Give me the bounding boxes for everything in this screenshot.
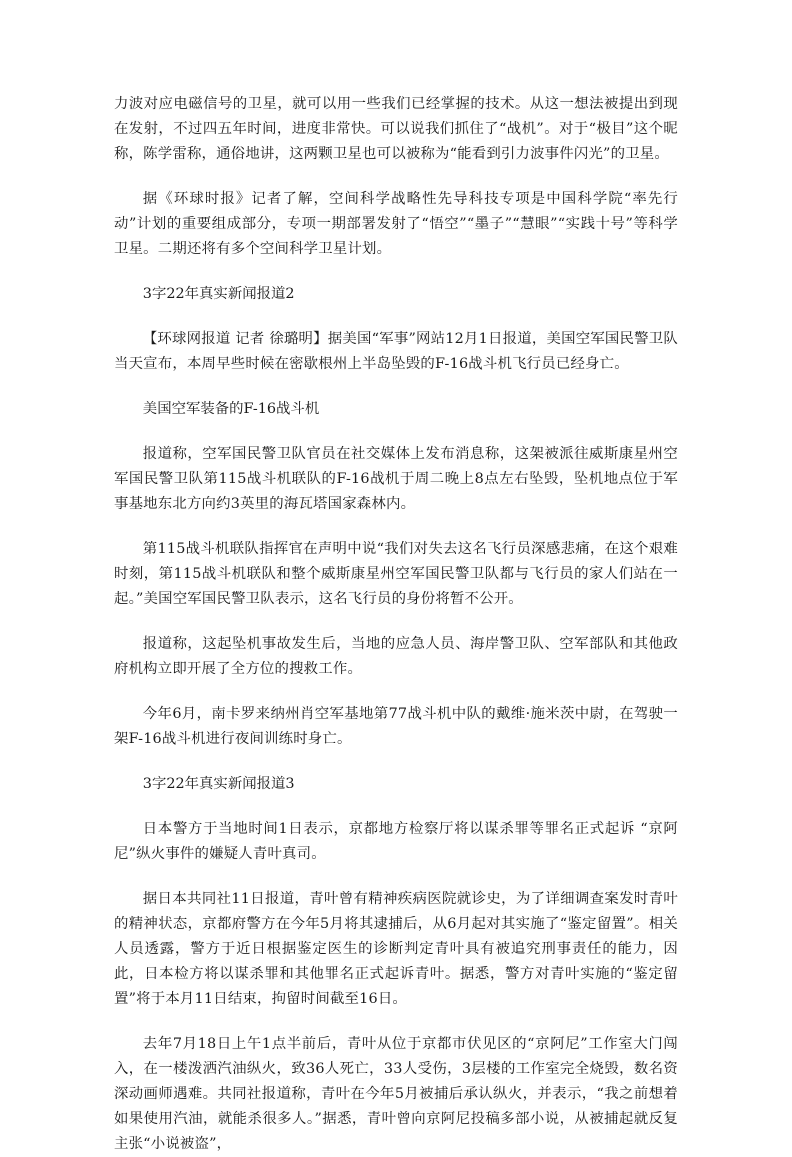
paragraph-1: 力波对应电磁信号的卫星，就可以用一些我们已经掌握的技术。从这一想法被提出到现在发射，不过四五年时间，进度非常快。可以说我们抓住了“战机”。对于“极目”这个昵称，陈学雷称，通俗地讲，这两颗卫星也可以被称为“能看到引力波事件闪光”的卫星。 [114,96,678,162]
paragraph-5: 第115战斗机联队指挥官在声明中说“我们对失去这名飞行员深感悲痛，在这个艰难时刻，第115战斗机联队和整个威斯康星州空军国民警卫队都与飞行员的家人们站在一起。”美国空军国民警卫队表示，这名飞行员的身份将暂不公开。 [114,541,678,607]
paragraph-10: 去年7月18日上午1点半前后，青叶从位于京都市伏见区的“京阿尼”工作室大门闯入，在一楼泼洒汽油纵火，致36人死亡，33人受伤，3层楼的工作室完全烧毁，数名资深动画师遇难。共同社报道称，青叶在今年5月被捕后承认纵火，并表示，“我之前想着如果使用汽油，就能杀很多人。”据悉，青叶曾向京阿尼投稿多部小说，从被捕起就反复主张“小说被盗”， [114,1036,678,1152]
paragraph-3: 【环球网报道 记者 徐璐明】据美国“军事”网站12月1日报道，美国空军国民警卫队当天宣布，本周早些时候在密歇根州上半岛坠毁的F-16战斗机飞行员已经身亡。 [114,331,678,372]
paragraph-4: 报道称，空军国民警卫队官员在社交媒体上发布消息称，这架被派往威斯康星州空军国民警卫队第115战斗机联队的F-16战机于周二晚上8点左右坠毁，坠机地点位于军事基地东北方向约3英里的海瓦塔国家森林内。 [114,446,678,512]
section-heading-2: 3字22年真实新闻报道2 [142,286,295,302]
paragraph-7: 今年6月，南卡罗来纳州肖空军基地第77战斗机中队的戴维·施米茨中尉，在驾驶一架F-16战斗机进行夜间训练时身亡。 [114,706,678,747]
section-heading-3: 3字22年真实新闻报道3 [142,776,295,792]
image-caption: 美国空军装备的F-16战斗机 [142,401,320,417]
paragraph-8: 日本警方于当地时间1日表示，京都地方检察厅将以谋杀罪等罪名正式起诉 “京阿尼”纵火事件的嫌疑人青叶真司。 [114,821,678,862]
paragraph-2: 据《环球时报》记者了解，空间科学战略性先导科技专项是中国科学院“率先行动”计划的重要组成部分，专项一期部署发射了“悟空”“墨子”“慧眼”“实践十号”等科学卫星。二期还将有多个空间科学卫星计划。 [114,191,678,257]
paragraph-9: 据日本共同社11日报道，青叶曾有精神疾病医院就诊史，为了详细调查案发时青叶的精神状态，京都府警方在今年5月将其逮捕后，从6月起对其实施了“鉴定留置”。相关人员透露，警方于近日根据鉴定医生的诊断判定青叶具有被追究刑事责任的能力，因此，日本检方将以谋杀罪和其他罪名正式起诉青叶。据悉，警方对青叶实施的“鉴定留置”将于本月11日结束，拘留时间截至16日。 [114,891,678,1007]
paragraph-6: 报道称，这起坠机事故发生后，当地的应急人员、海岸警卫队、空军部队和其他政府机构立即开展了全方位的搜救工作。 [114,636,678,677]
